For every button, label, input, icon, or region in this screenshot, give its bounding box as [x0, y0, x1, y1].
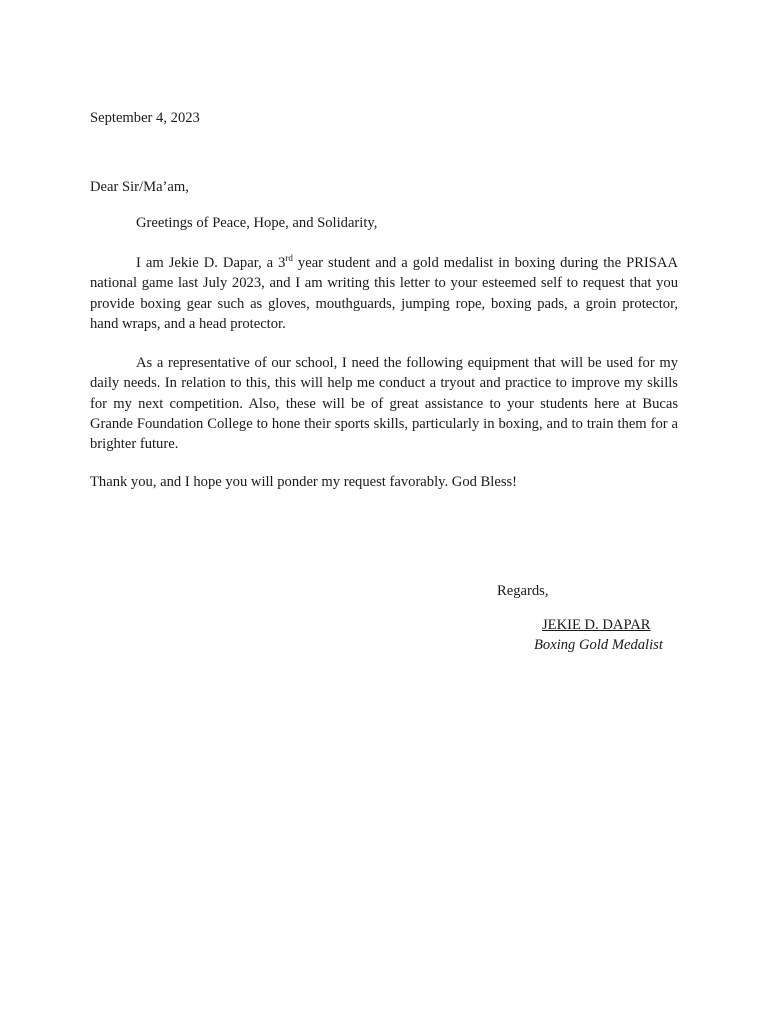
body-paragraph-2: As a representative of our school, I need the following equipment that will be used for my daily needs. In relation to this, this will help me conduct a tryout and practice to improve my skills for my next competition. Also, these will be of great assistance to your students here at Bucas Grande Foundation College to hone their sports skills, particularly in boxing, and to train them for a brighter future. — [90, 355, 678, 453]
closing-line: Thank you, and I hope you will ponder my request favorably. God Bless! — [90, 474, 518, 490]
signatory-name: JEKIE D. DAPAR — [542, 617, 651, 633]
regards: Regards, — [497, 583, 549, 599]
salutation: Dear Sir/Ma’am, — [90, 179, 189, 195]
paragraph-1-text-rest: year student and a gold medalist in boxing during the PRISAA national game last July 2023, and I am writing this letter to your esteemed self to request that you provide boxing gear such as gloves, mouthguards, jumping rope, boxing pads, a groin protector, hand wraps, and a head protector. — [90, 255, 678, 332]
body-paragraph-1 — [90, 253, 678, 334]
letter-date: September 4, 2023 — [90, 110, 200, 126]
ordinal-suffix: rd — [285, 253, 293, 264]
paragraph-1-text-start: I am Jekie D. Dapar, a 3 — [136, 255, 286, 271]
greeting-line: Greetings of Peace, Hope, and Solidarity, — [136, 215, 378, 231]
signatory-title: Boxing Gold Medalist — [534, 637, 663, 653]
